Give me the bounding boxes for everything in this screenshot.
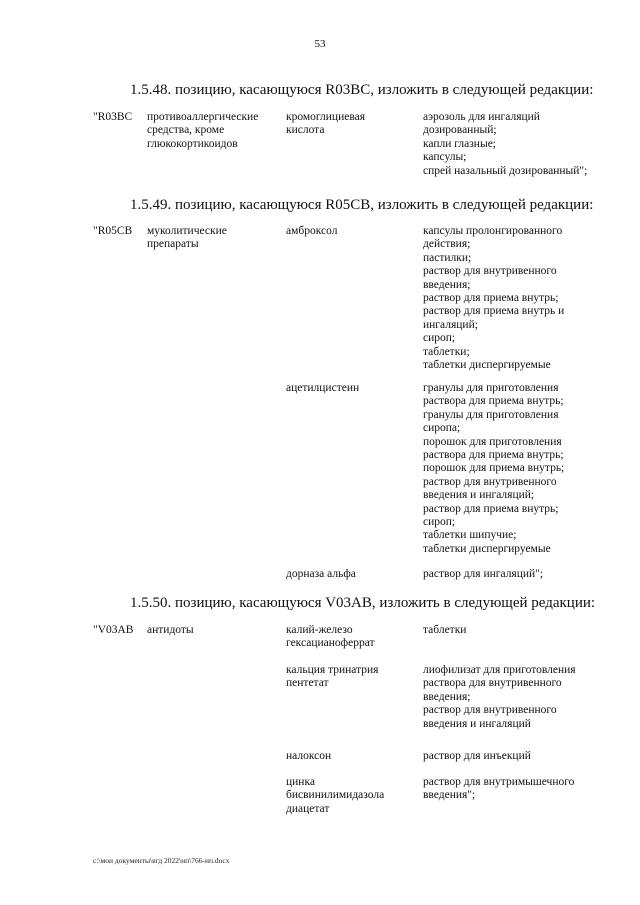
pharm-group bbox=[147, 111, 258, 151]
text-line: раствор для внутривенного bbox=[423, 704, 557, 717]
text-line: цинка bbox=[286, 776, 315, 788]
text-line: таблетки; bbox=[423, 345, 470, 358]
atc-code: "R03BC bbox=[93, 111, 133, 123]
pharm-group bbox=[147, 624, 194, 637]
text-line: раствор для внутривенного bbox=[423, 265, 557, 278]
text-line: дорназа альфа bbox=[286, 568, 356, 580]
text-line: лиофилизат для приготовления bbox=[423, 664, 576, 676]
text-line: раствора для приема внутрь; bbox=[423, 395, 564, 408]
dosage-forms bbox=[423, 225, 564, 372]
substance-name bbox=[286, 664, 378, 691]
substance-name bbox=[286, 225, 337, 238]
pharm-group bbox=[147, 225, 227, 252]
text-line: раствора для внутривенного bbox=[423, 677, 562, 690]
section-heading-r03bc: 1.5.48. позицию, касающуюся R03BC, изложить в следующей редакции: bbox=[130, 82, 594, 98]
text-line: ацетилцистеин bbox=[286, 382, 360, 394]
text-line: средства, кроме bbox=[147, 124, 225, 137]
section-heading-r05cb: 1.5.49. позицию, касающуюся R05CB, изложить в следующей редакции: bbox=[130, 197, 594, 213]
text-line: раствор для приема внутрь; bbox=[423, 502, 559, 515]
text-line: кальция тринатрия bbox=[286, 664, 379, 676]
text-line: раствор для ингаляций"; bbox=[423, 568, 544, 580]
section-heading-v03ab: 1.5.50. позицию, касающуюся V03AB, изложить в следующей редакции: bbox=[130, 595, 596, 611]
text-line: действия; bbox=[423, 238, 471, 251]
text-line: раствор для приема внутрь; bbox=[423, 292, 559, 305]
text-line: кислота bbox=[286, 124, 325, 137]
dosage-forms bbox=[423, 776, 574, 803]
text-line: пастилки; bbox=[423, 251, 472, 264]
text-line: введения и ингаляций; bbox=[423, 489, 535, 502]
dosage-forms bbox=[423, 624, 466, 637]
text-line: раствор для внутримышечного bbox=[423, 776, 575, 788]
text-line: капли глазные; bbox=[423, 137, 496, 150]
text-line: аэрозоль для ингаляций bbox=[423, 111, 540, 123]
text-line: порошок для приема внутрь; bbox=[423, 462, 565, 475]
text-line: пентетат bbox=[286, 677, 329, 690]
dosage-forms bbox=[423, 111, 587, 178]
footer-file-path: c:\мои документы\вгд 2022\ип\766-ип.docx bbox=[93, 856, 230, 865]
text-line: введения; bbox=[423, 690, 471, 703]
text-line: калий-железо bbox=[286, 624, 353, 636]
substance-name bbox=[286, 624, 375, 651]
text-line: таблетки диспергируемые bbox=[423, 359, 551, 372]
text-line: амброксол bbox=[286, 225, 338, 237]
substance-name bbox=[286, 382, 359, 395]
substance-name bbox=[286, 568, 356, 581]
text-line: муколитические bbox=[147, 225, 227, 237]
substance-name bbox=[286, 776, 384, 816]
text-line: таблетки шипучие; bbox=[423, 529, 517, 542]
text-line: таблетки bbox=[423, 624, 467, 636]
text-line: препараты bbox=[147, 238, 199, 251]
text-line: гексацианоферрат bbox=[286, 637, 375, 650]
text-line: сироп; bbox=[423, 332, 456, 345]
text-line: сиропа; bbox=[423, 422, 461, 435]
text-line: введения"; bbox=[423, 789, 476, 802]
text-line: кромоглициевая bbox=[286, 111, 366, 123]
text-line: дозированный; bbox=[423, 124, 497, 137]
text-line: раствор для внутривенного bbox=[423, 475, 557, 488]
atc-code: "V03AB bbox=[93, 624, 134, 636]
text-line: ингаляций; bbox=[423, 318, 478, 331]
text-line: гранулы для приготовления bbox=[423, 382, 559, 394]
text-line: противоаллергические bbox=[147, 111, 259, 123]
substance-name bbox=[286, 111, 365, 138]
text-line: введения; bbox=[423, 278, 471, 291]
text-line: антидоты bbox=[147, 624, 194, 636]
text-line: гранулы для приготовления bbox=[423, 408, 559, 421]
atc-code: "R05CB bbox=[93, 225, 133, 237]
text-line: сироп; bbox=[423, 516, 456, 529]
text-line: диацетат bbox=[286, 802, 330, 815]
page-number: 53 bbox=[314, 38, 326, 50]
text-line: глюкокортикоидов bbox=[147, 137, 238, 150]
text-line: введения и ингаляций bbox=[423, 717, 531, 730]
text-line: капсулы пролонгированного bbox=[423, 225, 563, 237]
dosage-forms bbox=[423, 664, 576, 731]
dosage-forms bbox=[423, 568, 543, 581]
dosage-forms bbox=[423, 382, 564, 556]
text-line: капсулы; bbox=[423, 151, 467, 164]
substance-name bbox=[286, 750, 331, 763]
text-line: бисвинилимидазола bbox=[286, 789, 385, 802]
text-line: налоксон bbox=[286, 750, 332, 762]
text-line: таблетки диспергируемые bbox=[423, 542, 551, 555]
text-line: порошок для приготовления bbox=[423, 435, 562, 448]
text-line: раствор для приема внутрь и bbox=[423, 305, 565, 318]
text-line: раствора для приема внутрь; bbox=[423, 449, 564, 462]
text-line: раствор для инъекций bbox=[423, 750, 531, 762]
text-line: спрей назальный дозированный"; bbox=[423, 164, 588, 177]
dosage-forms bbox=[423, 750, 531, 763]
